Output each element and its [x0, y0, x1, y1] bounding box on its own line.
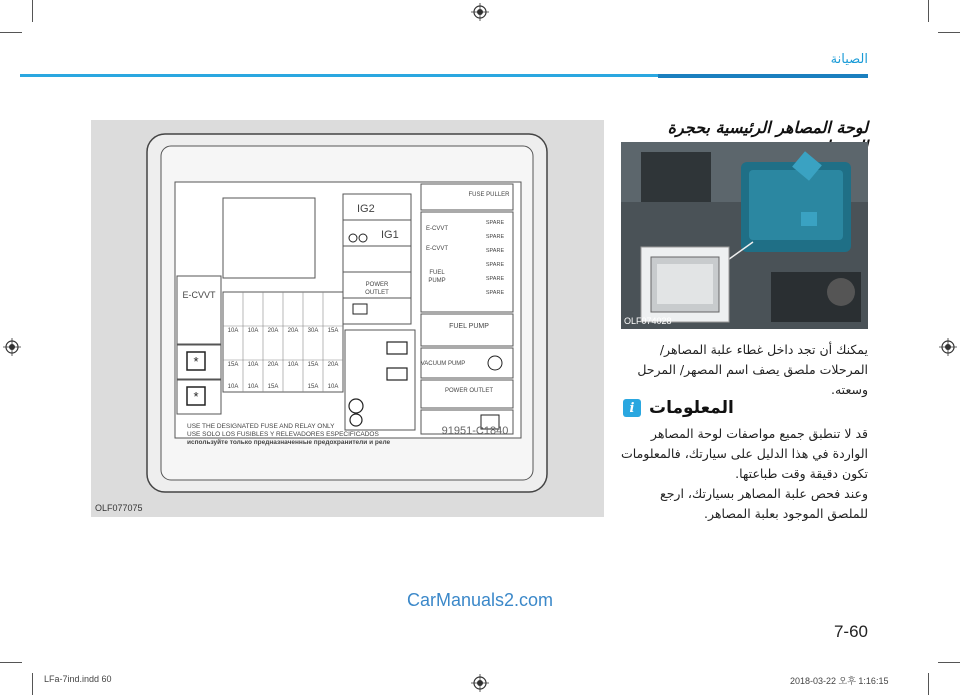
watermark: CarManuals2.com — [406, 590, 554, 610]
ig2-label: IG2 — [357, 203, 375, 215]
svg-text:*: * — [193, 389, 199, 404]
page-number: 7-60 — [833, 622, 868, 641]
rating-label: 10A — [327, 384, 339, 390]
pump-label: PUMP — [428, 278, 446, 284]
info-title-text: المعلومات — [649, 398, 734, 418]
rating-label: 15A — [327, 328, 339, 334]
fuse-panel-svg — [91, 120, 604, 517]
ig1-label: IG1 — [381, 229, 399, 241]
rating-label: 30A — [307, 328, 319, 334]
power-outlet-label: POWER OUTLET — [444, 388, 494, 394]
spare-label: SPARE — [485, 248, 505, 254]
engine-bay-illustration — [621, 142, 868, 329]
notice-line: USE THE DESIGNATED FUSE AND RELAY ONLY — [187, 423, 335, 430]
spare-label: SPARE — [485, 276, 505, 282]
rating-label: 10A — [247, 328, 259, 334]
power-label: POWER — [365, 282, 389, 288]
rating-label: 10A — [247, 362, 259, 368]
vacuum-pump-label: VACUUM PUMP — [420, 361, 466, 367]
rating-label: 10A — [247, 384, 259, 390]
rating-label: 10A — [227, 328, 239, 334]
paragraph-info: قد لا تنطبق جميع مواصفات لوحة المصاهر الواردة في هذا الدليل على سيارتك، فالمعلومات تكون دقيقة وقت طباعتها. — [621, 426, 868, 481]
paragraph-check: وعند فحص علبة المصاهر بسيارتك، ارجع للملصق الموجود بعلبة المصاهر. — [660, 486, 868, 521]
footer-file-name: LFa-7ind.indd 60 — [44, 674, 112, 684]
e-cvvt-small-label: E-CVVT — [425, 226, 449, 232]
info-icon: i — [623, 399, 641, 417]
crop-mark — [0, 662, 22, 663]
rating-label: 20A — [267, 328, 279, 334]
header-rule-accent — [658, 74, 868, 78]
crop-mark — [938, 32, 960, 33]
paragraph-intro: يمكنك أن تجد داخل غطاء علبة المصاهر/ المرحلات ملصق يصف اسم المصهر/ المرحل وسعته. — [637, 342, 868, 397]
fuse-panel-diagram — [91, 120, 604, 517]
crop-mark — [32, 0, 33, 22]
rating-label: 20A — [267, 362, 279, 368]
spare-label: SPARE — [485, 290, 505, 296]
crop-mark — [32, 673, 33, 695]
rating-label: 10A — [227, 384, 239, 390]
part-number: 91951-C1840 — [441, 425, 509, 437]
rating-label: 10A — [287, 362, 299, 368]
spare-label: SPARE — [485, 262, 505, 268]
rating-label: 15A — [227, 362, 239, 368]
diagram-figure-label: OLF077075 — [95, 503, 143, 513]
e-cvvt-small-label: E-CVVT — [425, 246, 449, 252]
crop-mark — [928, 0, 929, 22]
notice-line: используйте только предназначенные предохранители и реле — [187, 439, 391, 446]
fuel-pump-label: FUEL PUMP — [449, 323, 489, 330]
info-title — [623, 398, 868, 418]
outlet-label: OUTLET — [365, 290, 389, 296]
footer-date-time: 2018-03-22 오후 1:16:15 — [790, 676, 889, 686]
crop-mark — [0, 32, 22, 33]
crop-mark — [938, 662, 960, 663]
article-heading: لوحة المصاهر الرئيسية بحجرة — [667, 118, 868, 137]
rating-label: 20A — [327, 362, 339, 368]
notice-line: USE SOLO LOS FUSIBLES Y RELEVADORES ESPECIFICADOS — [187, 431, 379, 438]
rating-label: 20A — [287, 328, 299, 334]
rating-label: 15A — [307, 362, 319, 368]
registration-mark-icon — [939, 338, 957, 356]
crop-mark — [928, 673, 929, 695]
registration-mark-icon — [471, 3, 489, 21]
spare-label: SPARE — [485, 220, 505, 226]
fuse-puller-label: FUSE PULLER — [468, 192, 510, 198]
svg-text:*: * — [193, 354, 199, 369]
rating-label: 15A — [267, 384, 279, 390]
engine-bay-photo — [621, 142, 868, 329]
e-cvvt-label: E-CVVT — [182, 290, 216, 300]
spare-label: SPARE — [485, 234, 505, 240]
registration-mark-icon — [3, 338, 21, 356]
rating-label: 15A — [307, 384, 319, 390]
photo-label: OLF074028 — [624, 316, 672, 326]
fuel-label: FUEL — [429, 270, 445, 276]
registration-mark-icon — [471, 674, 489, 692]
section-title: الصيانة — [830, 52, 868, 67]
